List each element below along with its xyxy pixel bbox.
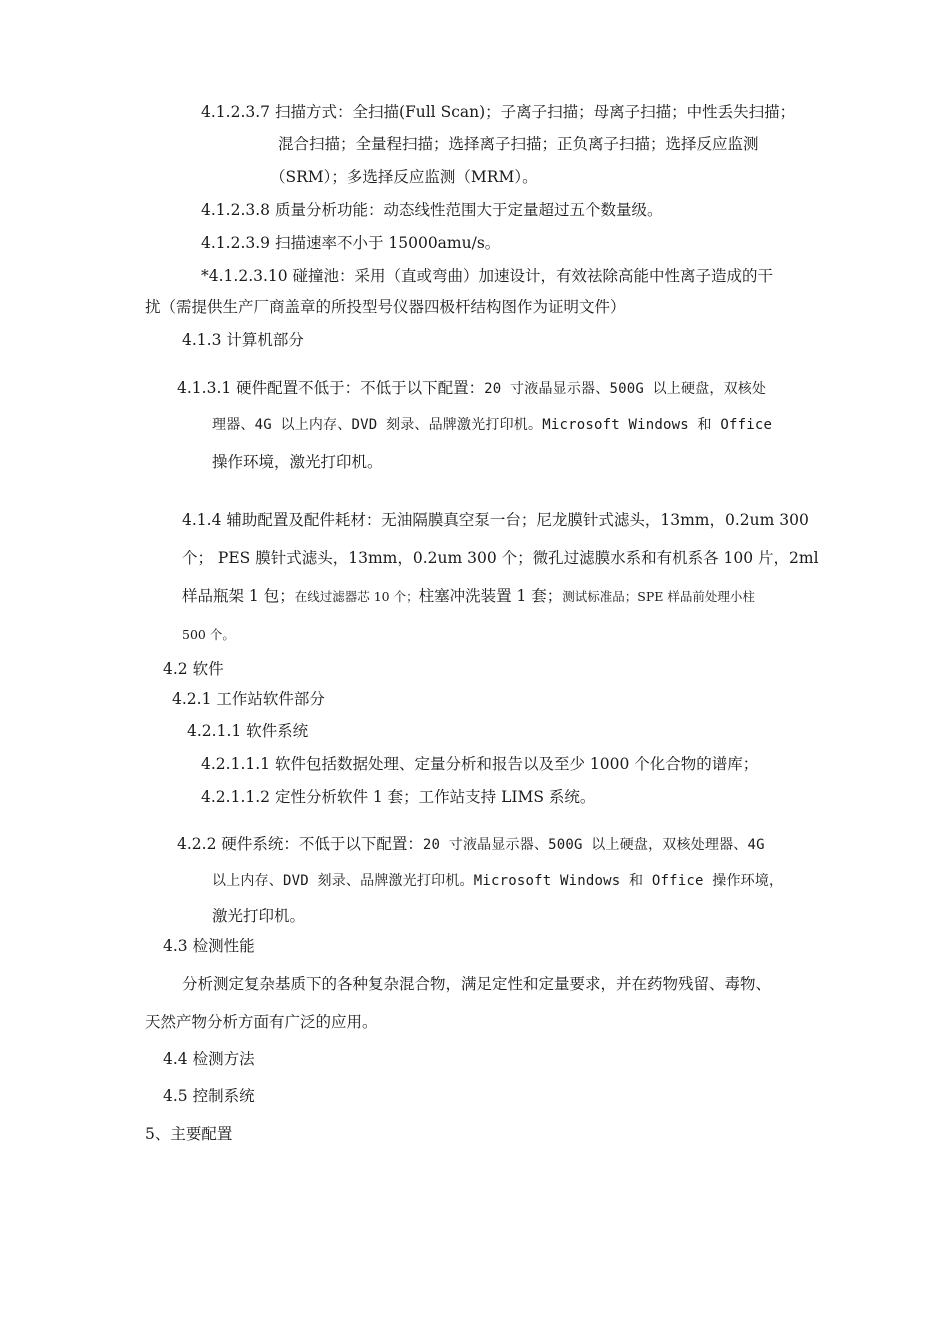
paragraph-43-line2: 天然产物分析方面有广泛的应用。: [145, 1013, 378, 1031]
clause-412310-line2: 扰（需提供生产厂商盖章的所投型号仪器四极杆结构图作为证明文件）: [145, 298, 626, 316]
section-heading-44: 4.4 检测方法: [163, 1050, 255, 1068]
clause-414-line1: 4.1.4 辅助配置及配件耗材：无油隔膜真空泵一台；尼龙膜针式滤头，13mm，0.2um 300: [182, 511, 809, 529]
section-heading-45: 4.5 控制系统: [163, 1087, 255, 1105]
clause-414-line3-c: 柱塞冲洗装置 1 套；: [418, 587, 563, 605]
clause-414-line4: 500 个。: [182, 627, 235, 642]
clause-41237-line3: （SRM）；多选择反应监测（MRM）。: [270, 168, 538, 186]
clause-422-line1-text: 4.2.2 硬件系统：不低于以下配置：: [177, 835, 423, 853]
section-heading-413: 4.1.3 计算机部分: [182, 331, 304, 349]
clause-422-line3: 激光打印机。: [212, 907, 306, 925]
clause-41237-line2: 混合扫描；全量程扫描；选择离子扫描；正负离子扫描；选择反应监测: [278, 135, 759, 153]
clause-4131-line1-text: 4.1.3.1 硬件配置不低于：不低于以下配置：: [177, 379, 485, 397]
section-heading-5: 5、主要配置: [145, 1125, 233, 1143]
section-heading-42: 4.2 软件: [163, 660, 224, 678]
clause-412310-line1: *4.1.2.3.10 碰撞池：采用（直或弯曲）加速设计，有效祛除高能中性离子造成的干: [201, 267, 774, 285]
clause-422-line1: [177, 834, 765, 855]
clause-414-line3: [182, 586, 755, 607]
clause-422-line2: 以上内存、DVD 刻录、品牌激光打印机。Microsoft Windows 和 Office 操作环境，: [212, 873, 784, 889]
clause-4131-line1: [177, 378, 766, 399]
clause-41238: 4.1.2.3.8 质量分析功能：动态线性范围大于定量超过五个数量级。: [201, 201, 663, 219]
clause-422-line1-spec: 20 寸液晶显示器、500G 以上硬盘，双核处理器、4G: [422, 837, 765, 853]
section-heading-43: 4.3 检测性能: [163, 937, 255, 955]
section-heading-421: 4.2.1 工作站软件部分: [172, 690, 325, 708]
clause-41239: 4.1.2.3.9 扫描速率不小于 15000amu/s。: [201, 234, 501, 252]
clause-4131-line3: 操作环境，激光打印机。: [212, 453, 383, 471]
section-heading-4211: 4.2.1.1 软件系统: [187, 722, 309, 740]
clause-42112: 4.2.1.1.2 定性分析软件 1 套；工作站支持 LIMS 系统。: [201, 788, 596, 806]
clause-42111: 4.2.1.1.1 软件包括数据处理、定量分析和报告以及至少 1000 个化合物的谱库；: [201, 755, 759, 773]
clause-41237-line1: 4.1.2.3.7 扫描方式：全扫描(Full Scan)；子离子扫描；母离子扫描；中性丢失扫描；: [201, 103, 796, 121]
clause-414-line3-b: 在线过滤器芯 10 个；: [294, 589, 419, 604]
clause-4131-line1-spec: 20 寸液晶显示器、500G 以上硬盘，双核处: [484, 381, 767, 397]
clause-414-line2: 个； PES 膜针式滤头，13mm，0.2um 300 个；微孔过滤膜水系和有机系各 100 片，2ml: [182, 549, 819, 567]
clause-414-line3-d: 测试标准品；SPE 样品前处理小柱: [562, 589, 755, 604]
clause-414-line3-a: 样品瓶架 1 包；: [182, 587, 295, 605]
clause-4131-line2: 理器、4G 以上内存、DVD 刻录、品牌激光打印机。Microsoft Windows 和 Office: [212, 417, 773, 433]
paragraph-43-line1: 分析测定复杂基质下的各种复杂混合物，满足定性和定量要求，并在药物残留、毒物、: [182, 975, 772, 993]
